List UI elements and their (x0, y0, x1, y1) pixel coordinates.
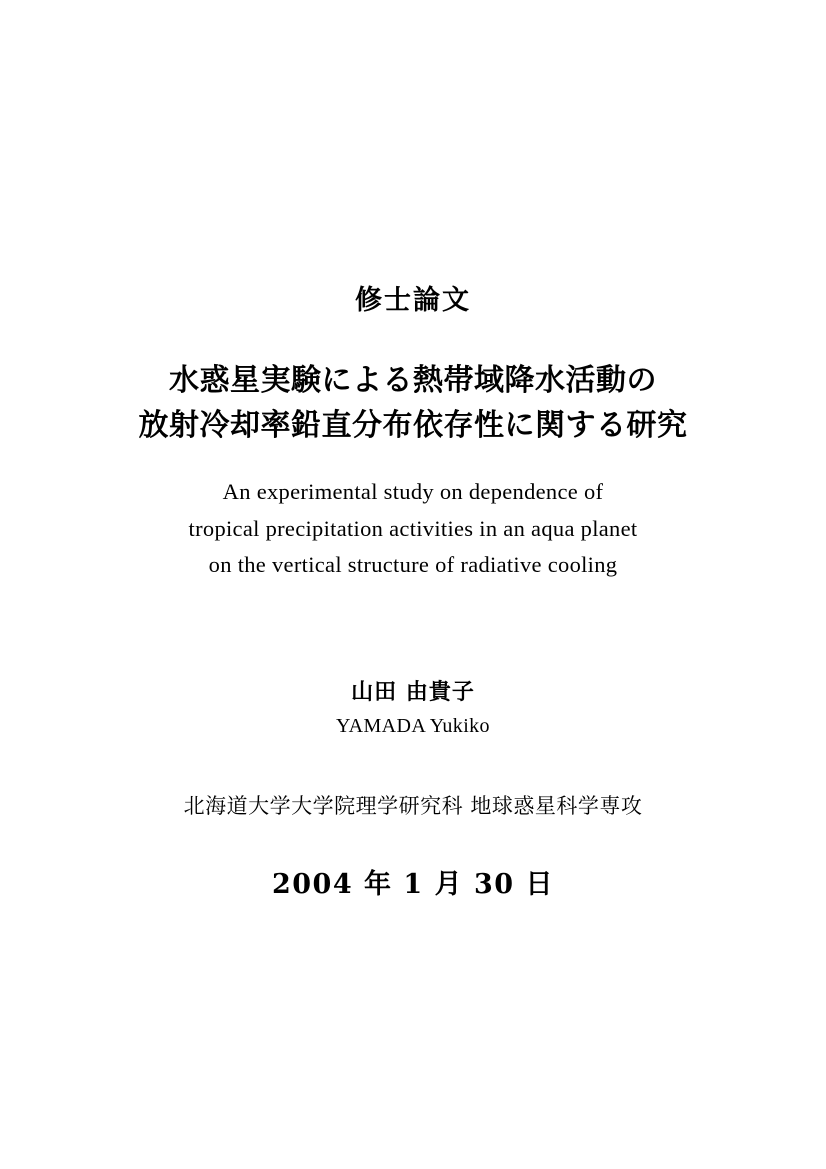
title-japanese (0, 359, 826, 448)
title-japanese-line-2: 放射冷却率鉛直分布依存性に関する研究 (138, 407, 688, 443)
title-english-line-1: An experimental study on dependence of (222, 479, 604, 505)
author-name-japanese: 山田 由貴子 (351, 679, 475, 705)
author-name-romanized: YAMADA Yukiko (336, 715, 490, 737)
document-type: 修士論文 (355, 285, 471, 316)
title-english-line-2: tropical precipitation activities in an aqua planet (188, 515, 638, 541)
author-block (0, 675, 826, 738)
title-block (0, 285, 826, 583)
title-japanese-line-1: 水惑星実験による熱帯域降水活動の (169, 363, 657, 399)
submission-date: 2004 年 1 月 30 日 (271, 869, 554, 900)
title-english-line-3: on the vertical structure of radiative cooling (208, 552, 618, 578)
affiliation: 北海道大学大学院理学研究科 地球惑星科学専攻 (183, 794, 643, 818)
title-english (0, 474, 826, 583)
